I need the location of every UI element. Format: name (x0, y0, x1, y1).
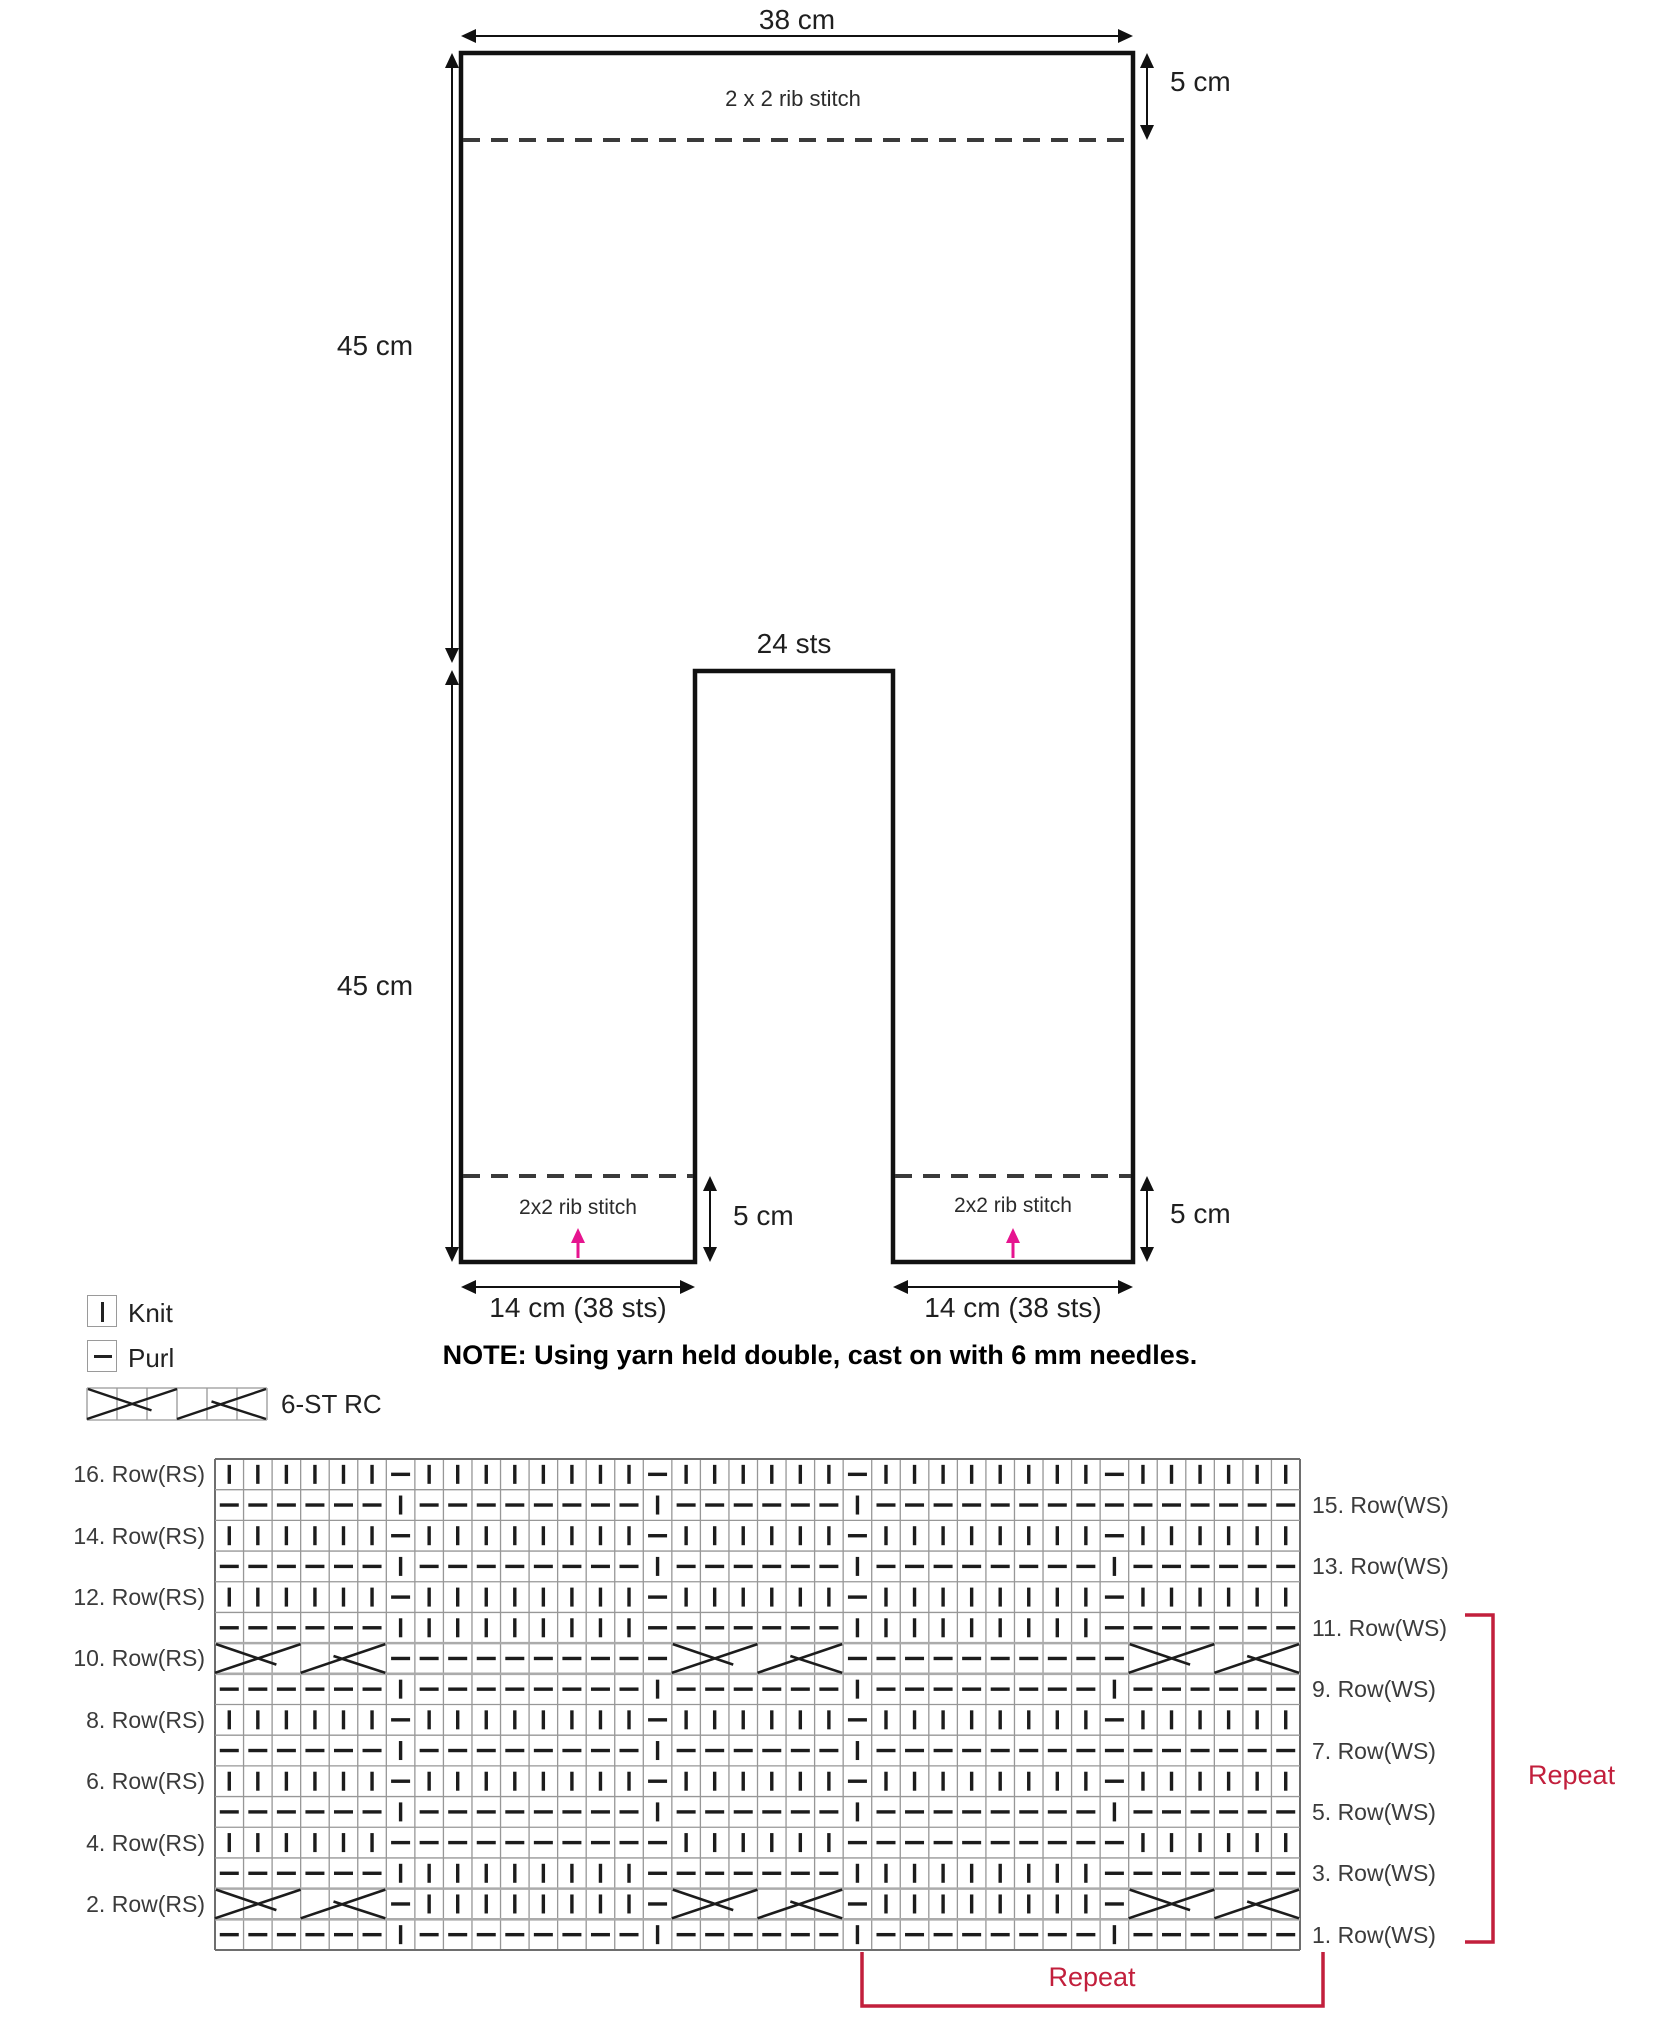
dim-arrow-45cm-lower (445, 670, 459, 1262)
repeat-label-right: Repeat (1528, 1760, 1616, 1790)
dim-arrow-45cm-upper (445, 53, 459, 663)
legend-cable-label: 6-ST RC (281, 1389, 382, 1419)
crotch-sts-label: 24 sts (756, 628, 832, 659)
chart-row-label-15: 15. Row(WS) (1312, 1492, 1449, 1519)
chart-row-label-13: 13. Row(WS) (1312, 1553, 1449, 1580)
top-rib-label: 2 x 2 rib stitch (725, 86, 861, 111)
right-leg-rib-label: 2x2 rib stitch (954, 1194, 1072, 1217)
chart-row-label-1: 1. Row(WS) (1312, 1921, 1436, 1948)
chart-row-label-7: 7. Row(WS) (1312, 1737, 1436, 1764)
chart-row-label-6: 6. Row(RS) (86, 1768, 205, 1795)
chart-row-label-12: 12. Row(RS) (73, 1584, 205, 1611)
legend-purl-label: Purl (128, 1343, 175, 1373)
dim-label-38cm: 38 cm (758, 4, 836, 35)
dim-label-45cm-upper: 45 cm (336, 330, 414, 361)
dim-label-5cm-left-leg: 5 cm (733, 1200, 794, 1231)
cast-on-note: NOTE: Using yarn held double, cast on with 6 mm needles. (442, 1340, 1198, 1370)
legend-knit-label: Knit (128, 1298, 173, 1328)
dim-label-5cm-top: 5 cm (1170, 66, 1231, 97)
chart-row-label-2: 2. Row(RS) (86, 1890, 205, 1917)
legend-knit-symbol (87, 1295, 117, 1327)
legend-purl-symbol (87, 1340, 117, 1372)
chart-row-label-14: 14. Row(RS) (73, 1522, 205, 1549)
repeat-bracket-right (1465, 1615, 1493, 1942)
chart-row-label-10: 10. Row(RS) (73, 1645, 205, 1672)
chart-row-label-11: 11. Row(WS) (1312, 1614, 1448, 1641)
chart-grid (215, 1459, 1300, 1950)
chart-row-label-5: 5. Row(WS) (1312, 1798, 1436, 1825)
chart-row-label-9: 9. Row(WS) (1312, 1676, 1436, 1703)
left-leg-rib-label: 2x2 rib stitch (519, 1196, 637, 1219)
dim-label-14cm-right: 14 cm (38 sts) (924, 1292, 1102, 1323)
magenta-arrow-right-leg (1006, 1228, 1020, 1258)
chart-row-label-4: 4. Row(RS) (86, 1829, 205, 1856)
chart-row-label-16: 16. Row(RS) (73, 1461, 205, 1488)
chart-row-label-3: 3. Row(WS) (1312, 1860, 1436, 1887)
repeat-label-bottom: Repeat (1048, 1962, 1136, 1992)
dim-arrow-5cm-left-leg (703, 1176, 717, 1262)
magenta-arrow-left-leg (571, 1228, 585, 1258)
dim-label-45cm-lower: 45 cm (336, 970, 414, 1001)
dim-arrow-5cm-right-leg (1140, 1176, 1154, 1262)
legend-cable-symbol (86, 1387, 270, 1421)
chart-row-label-8: 8. Row(RS) (86, 1706, 205, 1733)
dim-label-5cm-right-leg: 5 cm (1170, 1198, 1231, 1229)
dim-label-14cm-left: 14 cm (38 sts) (489, 1292, 667, 1323)
dim-arrow-5cm-top (1140, 53, 1154, 140)
